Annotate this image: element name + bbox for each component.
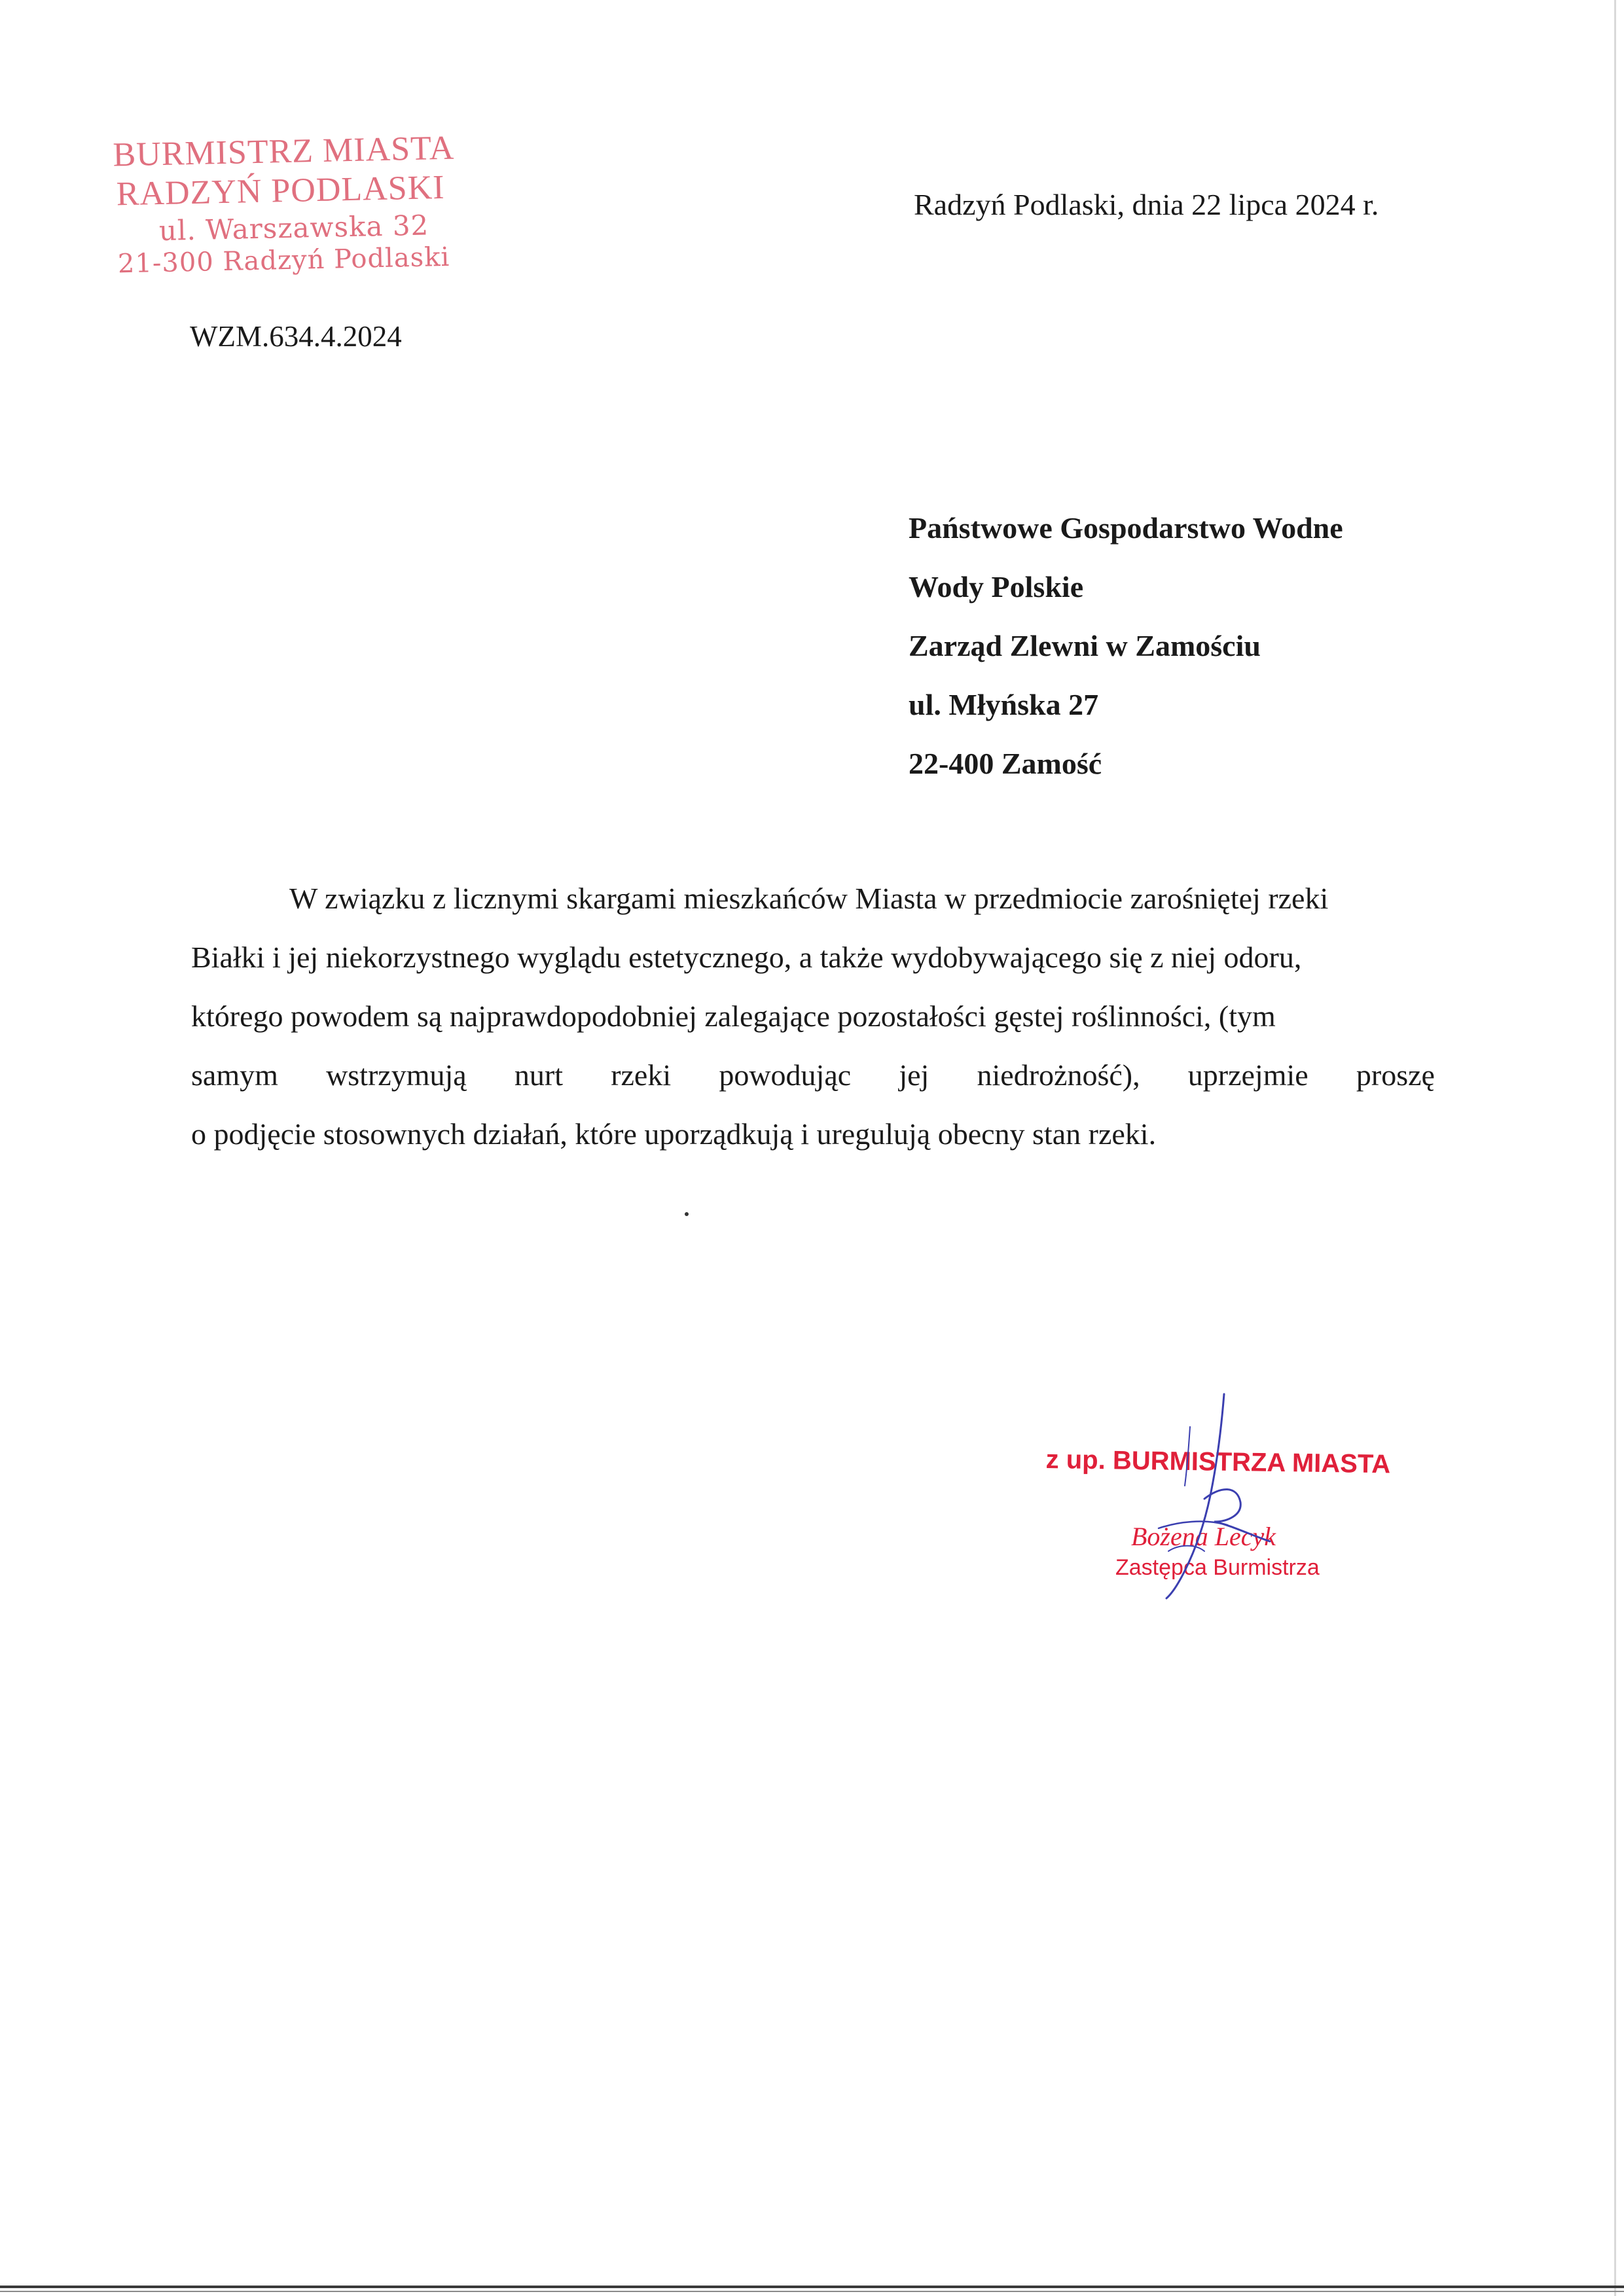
recipient-line2: Wody Polskie [909,570,1084,603]
signature-stamp-title: z up. BURMISTRZA MIASTA [1045,1445,1391,1479]
body-line4-word: wstrzymują [326,1058,467,1092]
body-line4-word: nurt [514,1058,563,1092]
recipient-address [909,499,1343,793]
body-line1: W związku z licznymi skargami mieszkańców Miasta w przedmiocie zarośniętej rzeki [289,882,1329,915]
signature-stamp-name: Bożena Lecyk [1131,1522,1276,1551]
recipient-line4: ul. Młyńska 27 [909,688,1099,721]
page-edge-bottom [0,2286,1624,2288]
body-line5: o podjęcie stosownych działań, które uporządkują i uregulują obecny stan rzeki. [191,1117,1157,1151]
body-line4-word: uprzejmie [1187,1058,1308,1092]
sender-stamp-line4: 21-300 Radzyń Podlaski [117,242,450,279]
reference-number: WZM.634.4.2024 [190,320,402,353]
body-line4-word: proszę [1356,1058,1435,1092]
body-line4 [191,1046,1435,1105]
letter-body [191,869,1435,1164]
date-line: Radzyń Podlaski, dnia 22 lipca 2024 r. [914,188,1379,221]
body-line4-word: powodując [719,1058,852,1092]
page-edge-bottom-thin [0,2291,1624,2292]
sender-stamp [98,130,494,278]
recipient-line1: Państwowe Gospodarstwo Wodne [909,511,1343,545]
body-line4-word: jej [899,1058,929,1092]
body-line4-word: rzeki [611,1058,672,1092]
page-edge-right [1614,0,1616,2296]
sender-stamp-line1: BURMISTRZ MIASTA [112,129,455,174]
body-line4-word: niedrożność), [977,1058,1140,1092]
recipient-line5: 22-400 Zamość [909,747,1102,780]
signature-stamp-role: Zastępca Burmistrza [1115,1555,1320,1580]
scan-speck [685,1212,689,1216]
sender-stamp-line3: ul. Warszawska 32 [158,209,429,247]
body-line4-word: samym [191,1058,278,1092]
handwritten-signature [1106,1388,1329,1604]
body-line2: Białki i jej niekorzystnego wyglądu estetycznego, a także wydobywającego się z niej odoru, [191,941,1302,974]
recipient-line3: Zarząd Zlewni w Zamościu [909,629,1261,662]
sender-stamp-line2: RADZYŃ PODLASKI [116,168,446,213]
body-line3: którego powodem są najprawdopodobniej zalegające pozostałości gęstej roślinności, (tym [191,999,1276,1033]
